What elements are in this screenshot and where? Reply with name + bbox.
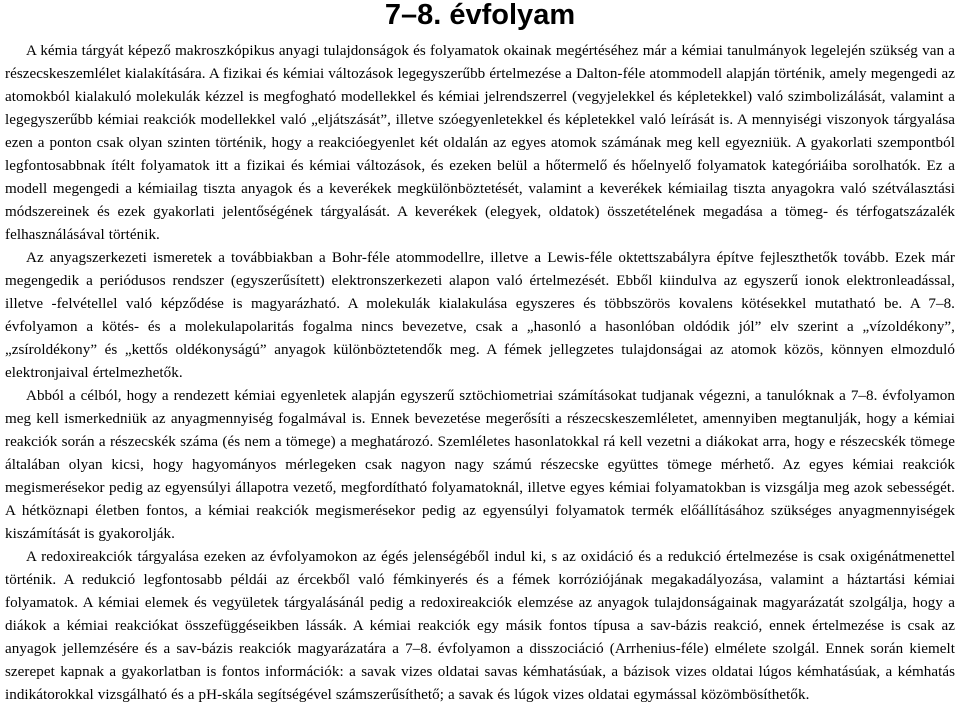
paragraph-4: A redoxireakciók tárgyalása ezeken az évfolyamokon az égés jelenségéből indul ki, s az oxidáció és a redukció értelmezése is csak oxigénátmenettel történik. A redukció legfontosabb példái az ércekből való fémkinyerés és a fémek korróziójának megakadályozása, valamint a háztartási kémiai folyamatok. A kémiai elemek és vegyületek tárgyalásánál pedig a redoxireakciók elemzése az anyagok tulajdonságainak magyarázatát szolgálja, hogy a diákok a kémiai reakciókat összefüggéseikben lássák. A kémiai reakciók egy másik fontos típusa a sav-bázis reakció, ennek értelmezése is csak az anyagok jellemzésére és a sav-bázis reakciók magyarázatára a 7–8. évfolyamon a disszociáció (Arrhenius-féle) elmélete szolgál. Ennek során kiemelt szerepet kapnak a gyakorlatban is fontos információk: a savak vizes oldatai savas kémhatásúak, a bázisok vizes oldatai lúgos kémhatásúak, a kémhatás indikátorokkal vizsgálható és a pH-skála segítségével számszerűsíthető; a savak és lúgok vizes oldatai egymással közömbösíthetők.	[5, 549, 955, 703]
paragraph-1: A kémia tárgyát képező makroszkópikus anyagi tulajdonságok és folyamatok okainak megértéséhez már a kémiai tanulmányok legelején szükség van a részecskeszemlélet kialakítására. A fizikai és kémiai változások legegyszerűbb értelmezése a Dalton-féle atommodell alapján történik, amely megengedi az atomokból kialakuló molekulák kézzel is megfogható modellekkel és kémiai jelrendszerrel (vegyjelekkel és képletekkel) való szimbolizálását, valamint a legegyszerűbb kémiai reakciók modellekkel való „eljátszását”, illetve szóegyenletekkel és képletekkel való leírását is. A mennyiségi viszonyok tárgyalása ezen a ponton csak olyan szinten történik, hogy a reakcióegyenlet két oldalán az egyes atomok számának meg kell egyezniük. A gyakorlati szempontból legfontosabbnak ítélt folyamatok itt a fizikai és kémiai változások, és ezeken belül a hőtermelő és hőelnyelő folyamatok kategóriáiba sorolhatók. Ez a modell megengedi a kémiailag tiszta anyagok és a keverékek megkülönböztetését, valamint a keverékek kémiailag tiszta anyagokra való szétválasztási módszereinek és ezek gyakorlati jelentőségének tárgyalását. A keverékek (elegyek, oldatok) összetételének megadása a tömeg- és térfogatszázalék felhasználásával történik.	[5, 43, 955, 243]
paragraph-3: Abból a célból, hogy a rendezett kémiai egyenletek alapján egyszerű sztöchiometriai számításokat tudjanak végezni, a tanulóknak a 7–8. évfolyamon meg kell ismerkedniük az anyagmennyiség fogalmával is. Ennek bevezetése megerősíti a részecskeszemléletet, amennyiben megtanulják, hogy a kémiai reakciók során a részecskék száma (és nem a tömege) a meghatározó. Szemléletes hasonlatokkal rá kell vezetni a diákokat arra, hogy e részecskék tömege általában olyan kicsi, hogy hagyományos mérlegeken csak nagyon nagy számú részecske együttes tömege mérhető. Az egyes kémiai reakciók megismerésekor pedig az egyensúlyi állapotra vezető, megfordítható folyamatoknál, illetve egyes kémiai folyamatokban is vizsgálja meg azok sebességét. A hétköznapi életben fontos, a kémiai reakciók megismerésekor pedig az egyensúlyi folyamatok termék előállításához szükséges anyagmennyiségek kiszámítását is gyakorolják.	[5, 388, 955, 542]
page-title: 7–8. évfolyam	[384, 0, 576, 31]
paragraph-2: Az anyagszerkezeti ismeretek a továbbiakban a Bohr-féle atommodellre, illetve a Lewis-féle oktettszabályra építve fejleszthetők tovább. Ezek már megengedik a periódusos rendszer (egyszerűsített) elektronszerkezeti alapon való értelmezését. Ebből kiindulva az egyszerű ionok elektronleadással, illetve -felvétellel való képződése is magyarázható. A molekulák kialakulása egyszeres és többszörös kovalens kötésekkel mutatható be. A 7–8. évfolyamon a kötés- és a molekulapolaritás fogalma nincs bevezetve, csak a „hasonló a hasonlóban oldódik jól” elv szerint a „vízoldékony”, „zsíroldékony” és „kettős oldékonyságú” anyagok különböztetendők meg. A fémek jellegzetes tulajdonságai az atomok közös, könnyen elmozduló elektronjaival értelmezhetők.	[5, 250, 955, 381]
